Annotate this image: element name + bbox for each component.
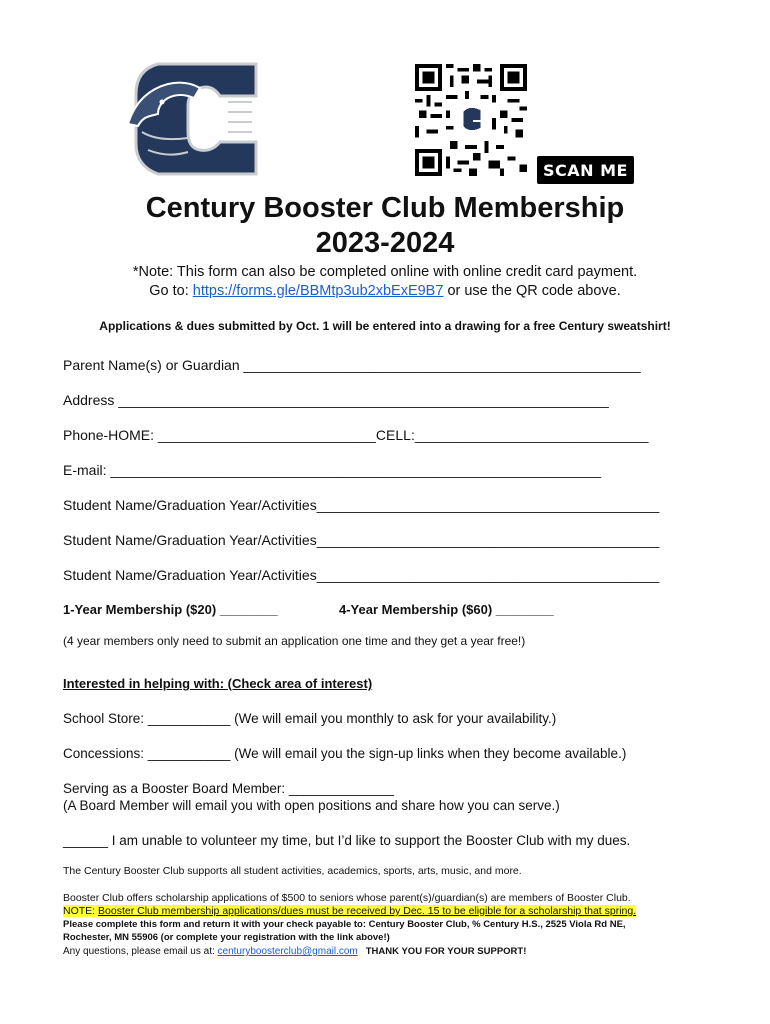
email-field[interactable]: E-mail: _______________________________________________________________ (63, 462, 601, 478)
goto-prefix: Go to: (149, 283, 193, 299)
board-member-field[interactable]: Serving as a Booster Board Member: ______________ (63, 781, 394, 796)
questions-line (63, 946, 526, 957)
school-store-field[interactable]: School Store: ___________ (We will email you monthly to ask for your availability.) (63, 711, 557, 726)
membership-note: (4 year members only need to submit an application one time and they get a year free!) (63, 634, 526, 648)
concessions-field[interactable]: Concessions: ___________ (We will email you the sign-up links when they become available.) (63, 746, 627, 761)
page-title: Century Booster Club Membership (145, 192, 625, 224)
volunteer-heading: Interested in helping with: (Check area of interest) (63, 676, 373, 691)
century-panther-logo-icon (128, 62, 270, 176)
board-member-note: (A Board Member will email you with open positions and share how you can serve.) (63, 798, 560, 813)
drawing-notice: Applications & dues submitted by Oct. 1 will be entered into a drawing for a free Century sweatshirt! (99, 319, 671, 333)
unable-volunteer-field[interactable]: ______ I am unable to volunteer my time, but I’d like to support the Booster Club with my dues. (63, 833, 631, 848)
note-prefix: NOTE: (63, 905, 99, 917)
goto-suffix: or use the QR code above. (443, 283, 621, 299)
scholarship-text: Booster Club offers scholarship applications of $500 to seniors whose parent(s)/guardian(s) are members of Booster Club. (63, 892, 631, 904)
check-instructions-1: Please complete this form and return it with your check payable to: Century Booster Club, % Century H.S., 2525 Viola Rd NE, (63, 919, 626, 930)
parent-name-field[interactable]: Parent Name(s) or Guardian ___________________________________________________ (63, 357, 641, 373)
questions-prefix: Any questions, please email us at: (63, 946, 218, 957)
student-field-1[interactable]: Student Name/Graduation Year/Activities____________________________________________ (63, 497, 660, 513)
phone-field[interactable]: Phone-HOME: ____________________________CELL:______________________________ (63, 427, 649, 443)
student-field-2[interactable]: Student Name/Graduation Year/Activities____________________________________________ (63, 532, 660, 548)
address-field[interactable]: Address _______________________________________________________________ (63, 392, 609, 408)
note-text: Booster Club membership applications/dues must be received by Dec. 15 to be eligible for a scholarship that spring. (98, 905, 637, 917)
form-link[interactable]: https://forms.gle/BBMtp3ub2xbExE9B7 (192, 283, 444, 299)
online-note: *Note: This form can also be completed online with online credit card payment. (132, 264, 638, 280)
one-year-membership[interactable]: 1-Year Membership ($20) ________ (63, 602, 278, 617)
scan-me-badge: SCAN ME (537, 156, 634, 184)
page-year: 2023-2024 (315, 227, 455, 259)
contact-email-link[interactable]: centuryboosterclub@gmail.com (217, 946, 358, 957)
qr-code-icon[interactable] (415, 64, 527, 176)
student-field-3[interactable]: Student Name/Graduation Year/Activities____________________________________________ (63, 567, 660, 583)
scholarship-deadline-note (63, 905, 636, 917)
thanks-text: THANK YOU FOR YOUR SUPPORT! (365, 946, 527, 957)
four-year-membership[interactable]: 4-Year Membership ($60) ________ (339, 602, 554, 617)
goto-line (0, 283, 770, 299)
supports-text: The Century Booster Club supports all student activities, academics, sports, arts, music, and more. (63, 865, 522, 877)
check-instructions-2: Rochester, MN 55906 (or complete your registration with the link above!) (63, 932, 390, 943)
